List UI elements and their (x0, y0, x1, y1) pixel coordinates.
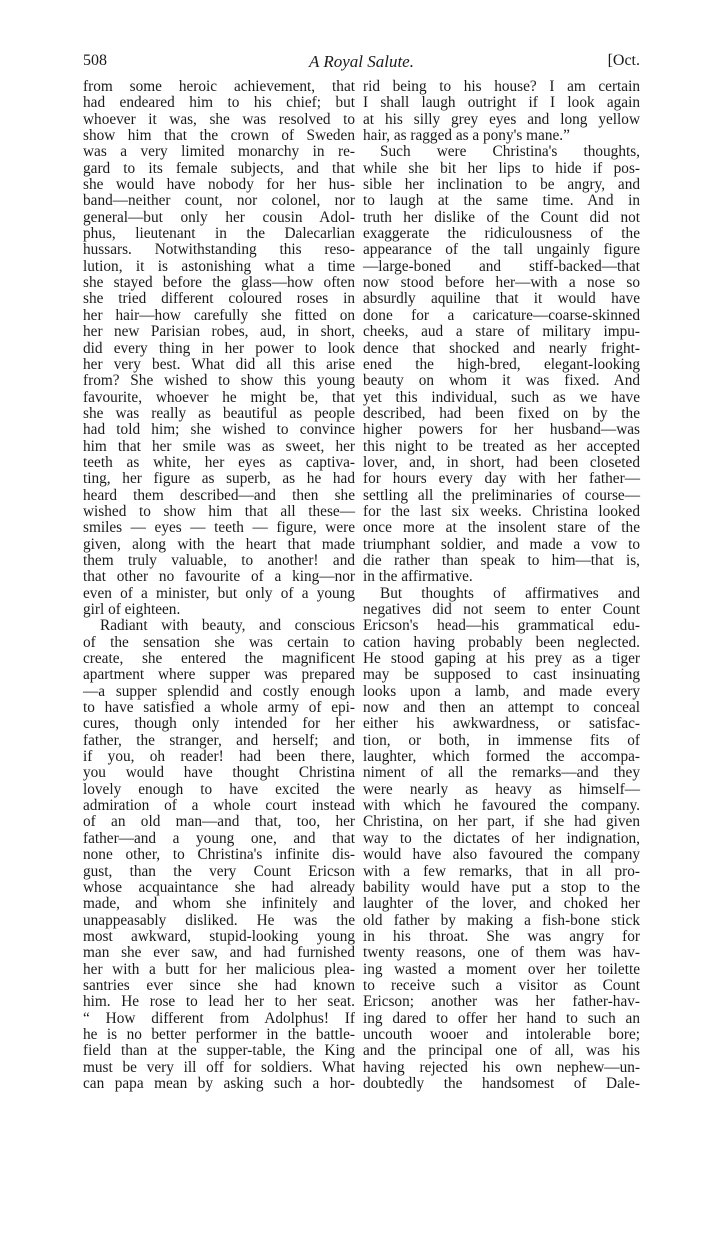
text-line: father—and a young one, and that (83, 829, 355, 847)
text-line: him that her smile was as sweet, her (83, 437, 355, 455)
text-line: laughter, which formed the accompa- (363, 748, 640, 766)
text-line: cures, though only intended for her (83, 715, 355, 733)
text-line: she would have nobody for her hus- (83, 176, 355, 194)
text-line: smiles — eyes — teeth — figure, were (83, 519, 355, 537)
text-line: bability would have put a stop to the (363, 878, 640, 896)
text-line: lution, it is astonishing what a time (83, 257, 355, 275)
text-line: show him that the crown of Sweden (83, 127, 355, 145)
text-line: ened the high-bred, elegant-looking (363, 355, 640, 373)
text-line: her hair—how carefully she fitted on (83, 306, 355, 324)
text-column-right (363, 79, 640, 1092)
text-line: admiration of a whole court instead (83, 797, 355, 815)
text-line: dence that shocked and nearly fright- (363, 339, 640, 357)
text-line: I shall laugh outright if I look again (363, 94, 640, 112)
text-line: while she bit her lips to hide if pos- (363, 159, 640, 177)
text-line: whoever it was, she was resolved to (83, 110, 355, 128)
page-number: 508 (83, 52, 107, 69)
text-line: if you, oh reader! had been there, (83, 748, 355, 766)
text-line: settling all the preliminaries of course— (363, 486, 640, 504)
text-line: doubtedly the handsomest of Dale- (363, 1074, 640, 1092)
text-line: yet this individual, such as we have (363, 388, 640, 406)
text-line: now and then an attempt to conceal (363, 699, 640, 717)
text-line: girl of eighteen. (83, 601, 181, 618)
text-line: of the sensation she was certain to (83, 633, 355, 651)
text-line: beauty on whom it was fixed. And (363, 372, 640, 390)
text-line: gust, than the very Count Ericson (83, 862, 355, 880)
text-line: create, she entered the magnificent (83, 650, 355, 668)
text-line: die rather than speak to him—that is, (363, 551, 640, 569)
text-line: tion, or both, in immense fits of (363, 731, 640, 749)
text-line: Radiant with beauty, and conscious (100, 617, 355, 635)
text-line: twenty reasons, one of them was hav- (363, 944, 640, 962)
text-line: absurdly aquiline that it would have (363, 290, 640, 308)
text-line: higher powers for her husband—was (363, 421, 640, 439)
text-line: with a few remarks, that in all pro- (363, 862, 640, 880)
text-line: had told him; she wished to convince (83, 421, 355, 439)
text-line: her new Parisian robes, aud, in short, (83, 323, 355, 341)
text-line: old father by making a fish-bone stick (363, 911, 640, 929)
text-line: were nearly as heavy as himself— (363, 780, 640, 798)
text-line: did every thing in her power to look (83, 339, 355, 357)
text-line: at his silly grey eyes and long yellow (363, 110, 640, 128)
text-line: negatives did not seem to enter Count (363, 601, 640, 618)
text-line: to laugh at the same time. And in (363, 192, 640, 210)
text-line: he is no better performer in the battle- (83, 1025, 355, 1043)
text-line: cation having probably been neglected. (363, 633, 640, 651)
text-line: way to the dictates of her indignation, (363, 829, 640, 847)
text-line: laughter of the lover, and choked her (363, 895, 640, 913)
text-line: looks upon a lamb, and made every (363, 682, 640, 700)
text-line: in his throat. She was angry for (363, 927, 640, 945)
text-line: may be supposed to cast insinuating (363, 666, 640, 684)
text-line: general—but only her cousin Adol- (83, 208, 355, 226)
text-line: to receive such a visitor as Count (363, 976, 640, 994)
text-line: for hours every day with her father— (363, 470, 640, 488)
text-line: having rejected his own nephew—un- (363, 1058, 640, 1076)
text-line: sible her inclination to be angry, and (363, 176, 640, 194)
text-line: to have satisfied a whole army of epi- (83, 699, 355, 717)
text-line: Ericson's head—his grammatical edu- (363, 617, 640, 635)
text-line: lover, and, in short, had been closeted (363, 453, 640, 471)
text-line: most awkward, stupid-looking young (83, 927, 355, 945)
text-line: apartment where supper was prepared (83, 666, 355, 684)
text-line: unappeasably disliked. He was the (83, 911, 355, 929)
text-line: santries ever since she had known (83, 976, 355, 994)
text-line: for the last six weeks. Christina looked (363, 502, 640, 520)
text-line: was a very limited monarchy in re- (83, 143, 355, 161)
text-line: triumphant soldier, and made a vow to (363, 535, 640, 553)
text-line: them truly valuable, to another! and (83, 551, 355, 569)
text-line: that other no favourite of a king—nor (83, 568, 355, 586)
text-line: her very best. What did all this arise (83, 355, 355, 373)
text-line: hussars. Notwithstanding this reso- (83, 241, 355, 259)
text-line: ing dared to offer her hand to such an (363, 1009, 640, 1027)
text-line: now stood before her—with a nose so (363, 274, 640, 292)
text-line: from some heroic achievement, that (83, 78, 355, 95)
text-line: “ How different from Adolphus! If (83, 1009, 355, 1027)
text-line: described, had been fixed on by the (363, 404, 640, 422)
text-line: must be very ill off for soldiers. What (83, 1058, 355, 1076)
text-line: wished to show him that all these— (83, 502, 355, 520)
text-line: this night to be treated as her accepted (363, 437, 640, 455)
text-line: band—neither count, nor colonel, nor (83, 192, 355, 210)
text-line: she stayed before the glass—how often (83, 274, 355, 292)
text-line: you would have thought Christina (83, 764, 355, 782)
text-line: of an old man—and that, too, her (83, 813, 355, 831)
text-line: cheeks, aud a stare of military impu- (363, 323, 640, 341)
text-line: gard to its female subjects, and that (83, 159, 355, 177)
text-line: done for a caricature—coarse-skinned (363, 306, 640, 324)
text-line: phus, lieutenant in the Dalecarlian (83, 225, 355, 243)
text-line: exaggerate the ridiculousness of the (363, 225, 640, 243)
text-line: He stood gaping at his prey as a tiger (363, 650, 640, 668)
text-column-left (83, 79, 355, 1092)
text-line: rid being to his house? I am certain (363, 78, 640, 95)
text-line: ting, her figure as superb, as he had (83, 470, 355, 488)
text-line: Such were Christina's thoughts, (380, 143, 640, 161)
text-line: would have also favoured the company (363, 846, 640, 864)
text-line: him. He rose to lead her to her seat. (83, 993, 355, 1011)
text-line: with which he favoured the company. (363, 797, 640, 815)
text-line: truth her dislike of the Count did not (363, 208, 640, 226)
text-line: father, the stranger, and herself; and (83, 731, 355, 749)
text-line: appearance of the tall ungainly figure (363, 241, 640, 259)
text-line: whose acquaintance she had already (83, 878, 355, 896)
text-line: made, and whom she infinitely and (83, 895, 355, 913)
text-line: from? She wished to show this young (83, 372, 355, 390)
text-line: man she ever saw, and had furnished (83, 944, 355, 962)
text-line: she was really as beautiful as people (83, 404, 355, 422)
text-line: uncouth wooer and intolerable bore; (363, 1025, 640, 1043)
text-line: in the affirmative. (363, 568, 473, 586)
text-line: teeth as white, her eyes as captiva- (83, 453, 355, 471)
text-line: had endeared him to his chief; but (83, 94, 355, 112)
text-line: niment of all the remarks—and they (363, 764, 640, 782)
text-line: Christina, on her part, if she had given (363, 813, 640, 831)
text-line: —a supper splendid and costly enough (83, 682, 355, 700)
text-line: can papa mean by asking such a hor- (83, 1074, 355, 1092)
text-line: even of a minister, but only of a young (83, 584, 355, 602)
text-line: given, along with the heart that made (83, 535, 355, 553)
issue-month: [Oct. (607, 52, 640, 69)
text-line: she tried different coloured roses in (83, 290, 355, 308)
text-line: Ericson; another was her father-hav- (363, 993, 640, 1011)
text-line: —large-boned and stiff-backed—that (363, 257, 640, 275)
text-line: favourite, whoever he might be, that (83, 388, 355, 406)
text-line: hair, as ragged as a pony's mane.” (363, 127, 570, 145)
text-line: either his awkwardness, or satisfac- (363, 715, 640, 733)
running-header (83, 52, 640, 72)
text-line: once more at the insolent stare of the (363, 519, 640, 537)
text-line: her with a butt for her malicious plea- (83, 960, 355, 978)
text-line: and the principal one of all, was his (363, 1042, 640, 1060)
running-title: A Royal Salute. (309, 52, 414, 71)
text-line: lovely enough to have excited the (83, 780, 355, 798)
text-line: none other, to Christina's infinite dis- (83, 846, 355, 864)
text-line: heard them described—and then she (83, 486, 355, 504)
text-line: field than at the supper-table, the King (83, 1042, 355, 1060)
text-line: ing wasted a moment over her toilette (363, 960, 640, 978)
text-line: But thoughts of affirmatives and (380, 584, 640, 602)
